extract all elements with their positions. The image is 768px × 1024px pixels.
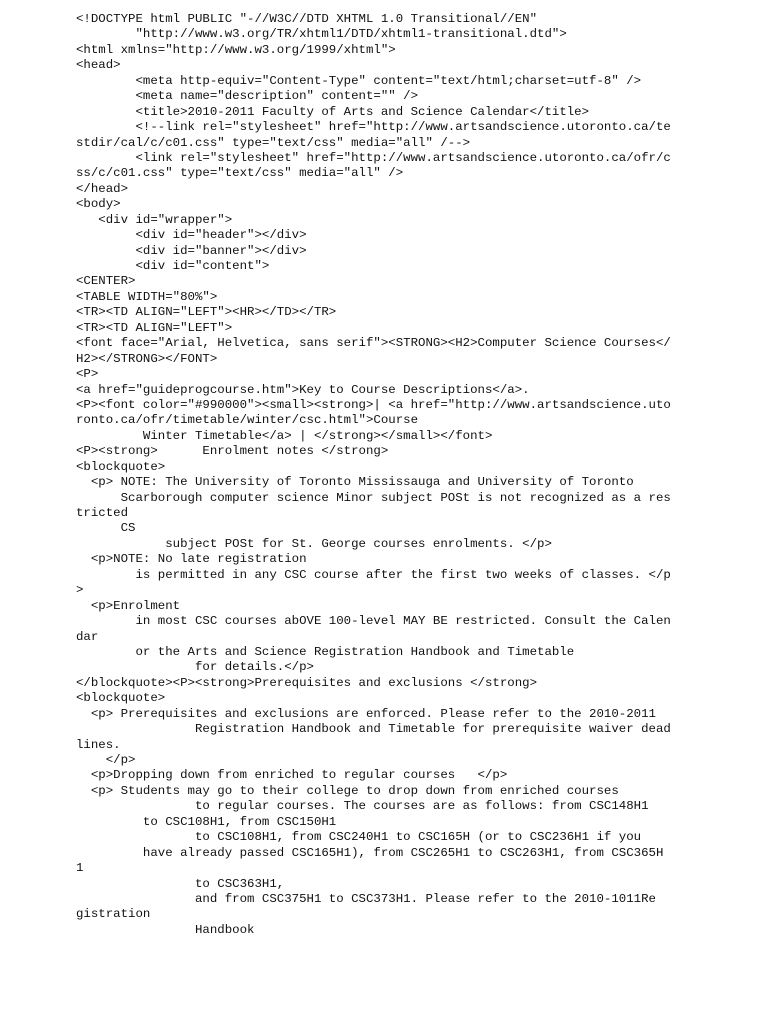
code-line: 1: [76, 861, 84, 876]
code-line: </head>: [76, 181, 129, 196]
code-line: or the Arts and Science Registration Handbook and Timetable: [76, 644, 575, 659]
code-line: <link rel="stylesheet" href="http://www.artsandscience.utoronto.ca/ofr/c: [76, 150, 671, 165]
code-line: <TR><TD ALIGN="LEFT"><HR></TD></TR>: [76, 305, 337, 320]
code-line: <title>2010-2011 Faculty of Arts and Science Calendar</title>: [76, 104, 590, 119]
code-line: <TABLE WIDTH="80%">: [76, 289, 218, 304]
source-code-document: [76, 12, 756, 938]
code-line: <a href="guideprogcourse.htm">Key to Course Descriptions</a>.: [76, 382, 530, 397]
code-line: <p>NOTE: No late registration: [76, 552, 307, 567]
code-line: H2></STRONG></FONT>: [76, 351, 218, 366]
code-line: <!--link rel="stylesheet" href="http://www.artsandscience.utoronto.ca/te: [76, 120, 671, 135]
code-line: <P><strong> Enrolment notes </strong>: [76, 444, 389, 459]
code-line: for details.</p>: [76, 660, 314, 675]
code-line: <div id="header"></div>: [76, 228, 307, 243]
code-line: subject POSt for St. George courses enrolments. </p>: [76, 536, 552, 551]
code-line: <head>: [76, 58, 121, 73]
code-line: "http://www.w3.org/TR/xhtml1/DTD/xhtml1-transitional.dtd">: [76, 27, 567, 42]
code-line: <meta http-equiv="Content-Type" content="text/html;charset=utf-8" />: [76, 73, 642, 88]
code-line: Winter Timetable</a> | </strong></small></font>: [76, 428, 493, 443]
code-line: <p>Enrolment: [76, 598, 181, 613]
code-line: <!DOCTYPE html PUBLIC "-//W3C//DTD XHTML 1.0 Transitional//EN": [76, 12, 538, 26]
code-line: <P>: [76, 367, 99, 382]
code-line: to regular courses. The courses are as follows: from CSC148H1: [76, 799, 649, 814]
code-line: to CSC363H1,: [76, 876, 285, 891]
code-line: Handbook: [76, 922, 255, 937]
code-line: <div id="wrapper">: [76, 212, 233, 227]
code-line: ronto.ca/ofr/timetable/winter/csc.html">Course: [76, 413, 419, 428]
code-line: <font face="Arial, Helvetica, sans serif"><STRONG><H2>Computer Science Courses</: [76, 336, 671, 351]
code-line: ss/c/c01.css" type="text/css" media="all" />: [76, 166, 404, 181]
code-line: stdir/cal/c/c01.css" type="text/css" media="all" /-->: [76, 135, 471, 150]
code-line: to CSC108H1, from CSC150H1: [76, 814, 337, 829]
code-line: <html xmlns="http://www.w3.org/1999/xhtml">: [76, 42, 396, 57]
code-line: is permitted in any CSC course after the first two weeks of classes. </p: [76, 567, 671, 582]
code-line: <body>: [76, 197, 121, 212]
code-line: </p>: [76, 753, 136, 767]
code-line: </blockquote><P><strong>Prerequisites and exclusions </strong>: [76, 675, 538, 690]
code-line: dar: [76, 629, 99, 644]
code-line: <p> Prerequisites and exclusions are enforced. Please refer to the 2010-2011: [76, 706, 656, 721]
code-line: gistration: [76, 907, 151, 922]
code-line: <p>Dropping down from enriched to regular courses </p>: [76, 768, 508, 783]
code-line: <TR><TD ALIGN="LEFT">: [76, 320, 233, 335]
code-line: <P><font color="#990000"><small><strong>| <a href="http://www.artsandscience.uto: [76, 397, 671, 412]
code-line: <div id="content">: [76, 259, 270, 273]
code-line: <CENTER>: [76, 274, 136, 289]
code-line: <blockquote>: [76, 691, 166, 706]
code-line: have already passed CSC165H1), from CSC265H1 to CSC263H1, from CSC365H: [76, 845, 664, 860]
code-line: and from CSC375H1 to CSC373H1. Please refer to the 2010-1011Re: [76, 891, 656, 906]
code-line: >: [76, 583, 84, 598]
code-line: Scarborough computer science Minor subject POSt is not recognized as a res: [76, 490, 671, 505]
code-line: <div id="banner"></div>: [76, 243, 307, 258]
code-line: to CSC108H1, from CSC240H1 to CSC165H (or to CSC236H1 if you: [76, 830, 642, 845]
code-line: CS: [76, 521, 136, 536]
code-line: <meta name="description" content="" />: [76, 89, 419, 104]
code-line: <p> Students may go to their college to drop down from enriched courses: [76, 783, 619, 798]
code-line: lines.: [76, 737, 121, 752]
code-line: <blockquote>: [76, 459, 166, 474]
code-line: tricted: [76, 506, 129, 520]
code-line: <p> NOTE: The University of Toronto Mississauga and University of Toronto: [76, 475, 634, 490]
code-line: Registration Handbook and Timetable for prerequisite waiver dead: [76, 722, 671, 737]
code-line: in most CSC courses abOVE 100-level MAY BE restricted. Consult the Calen: [76, 614, 671, 629]
